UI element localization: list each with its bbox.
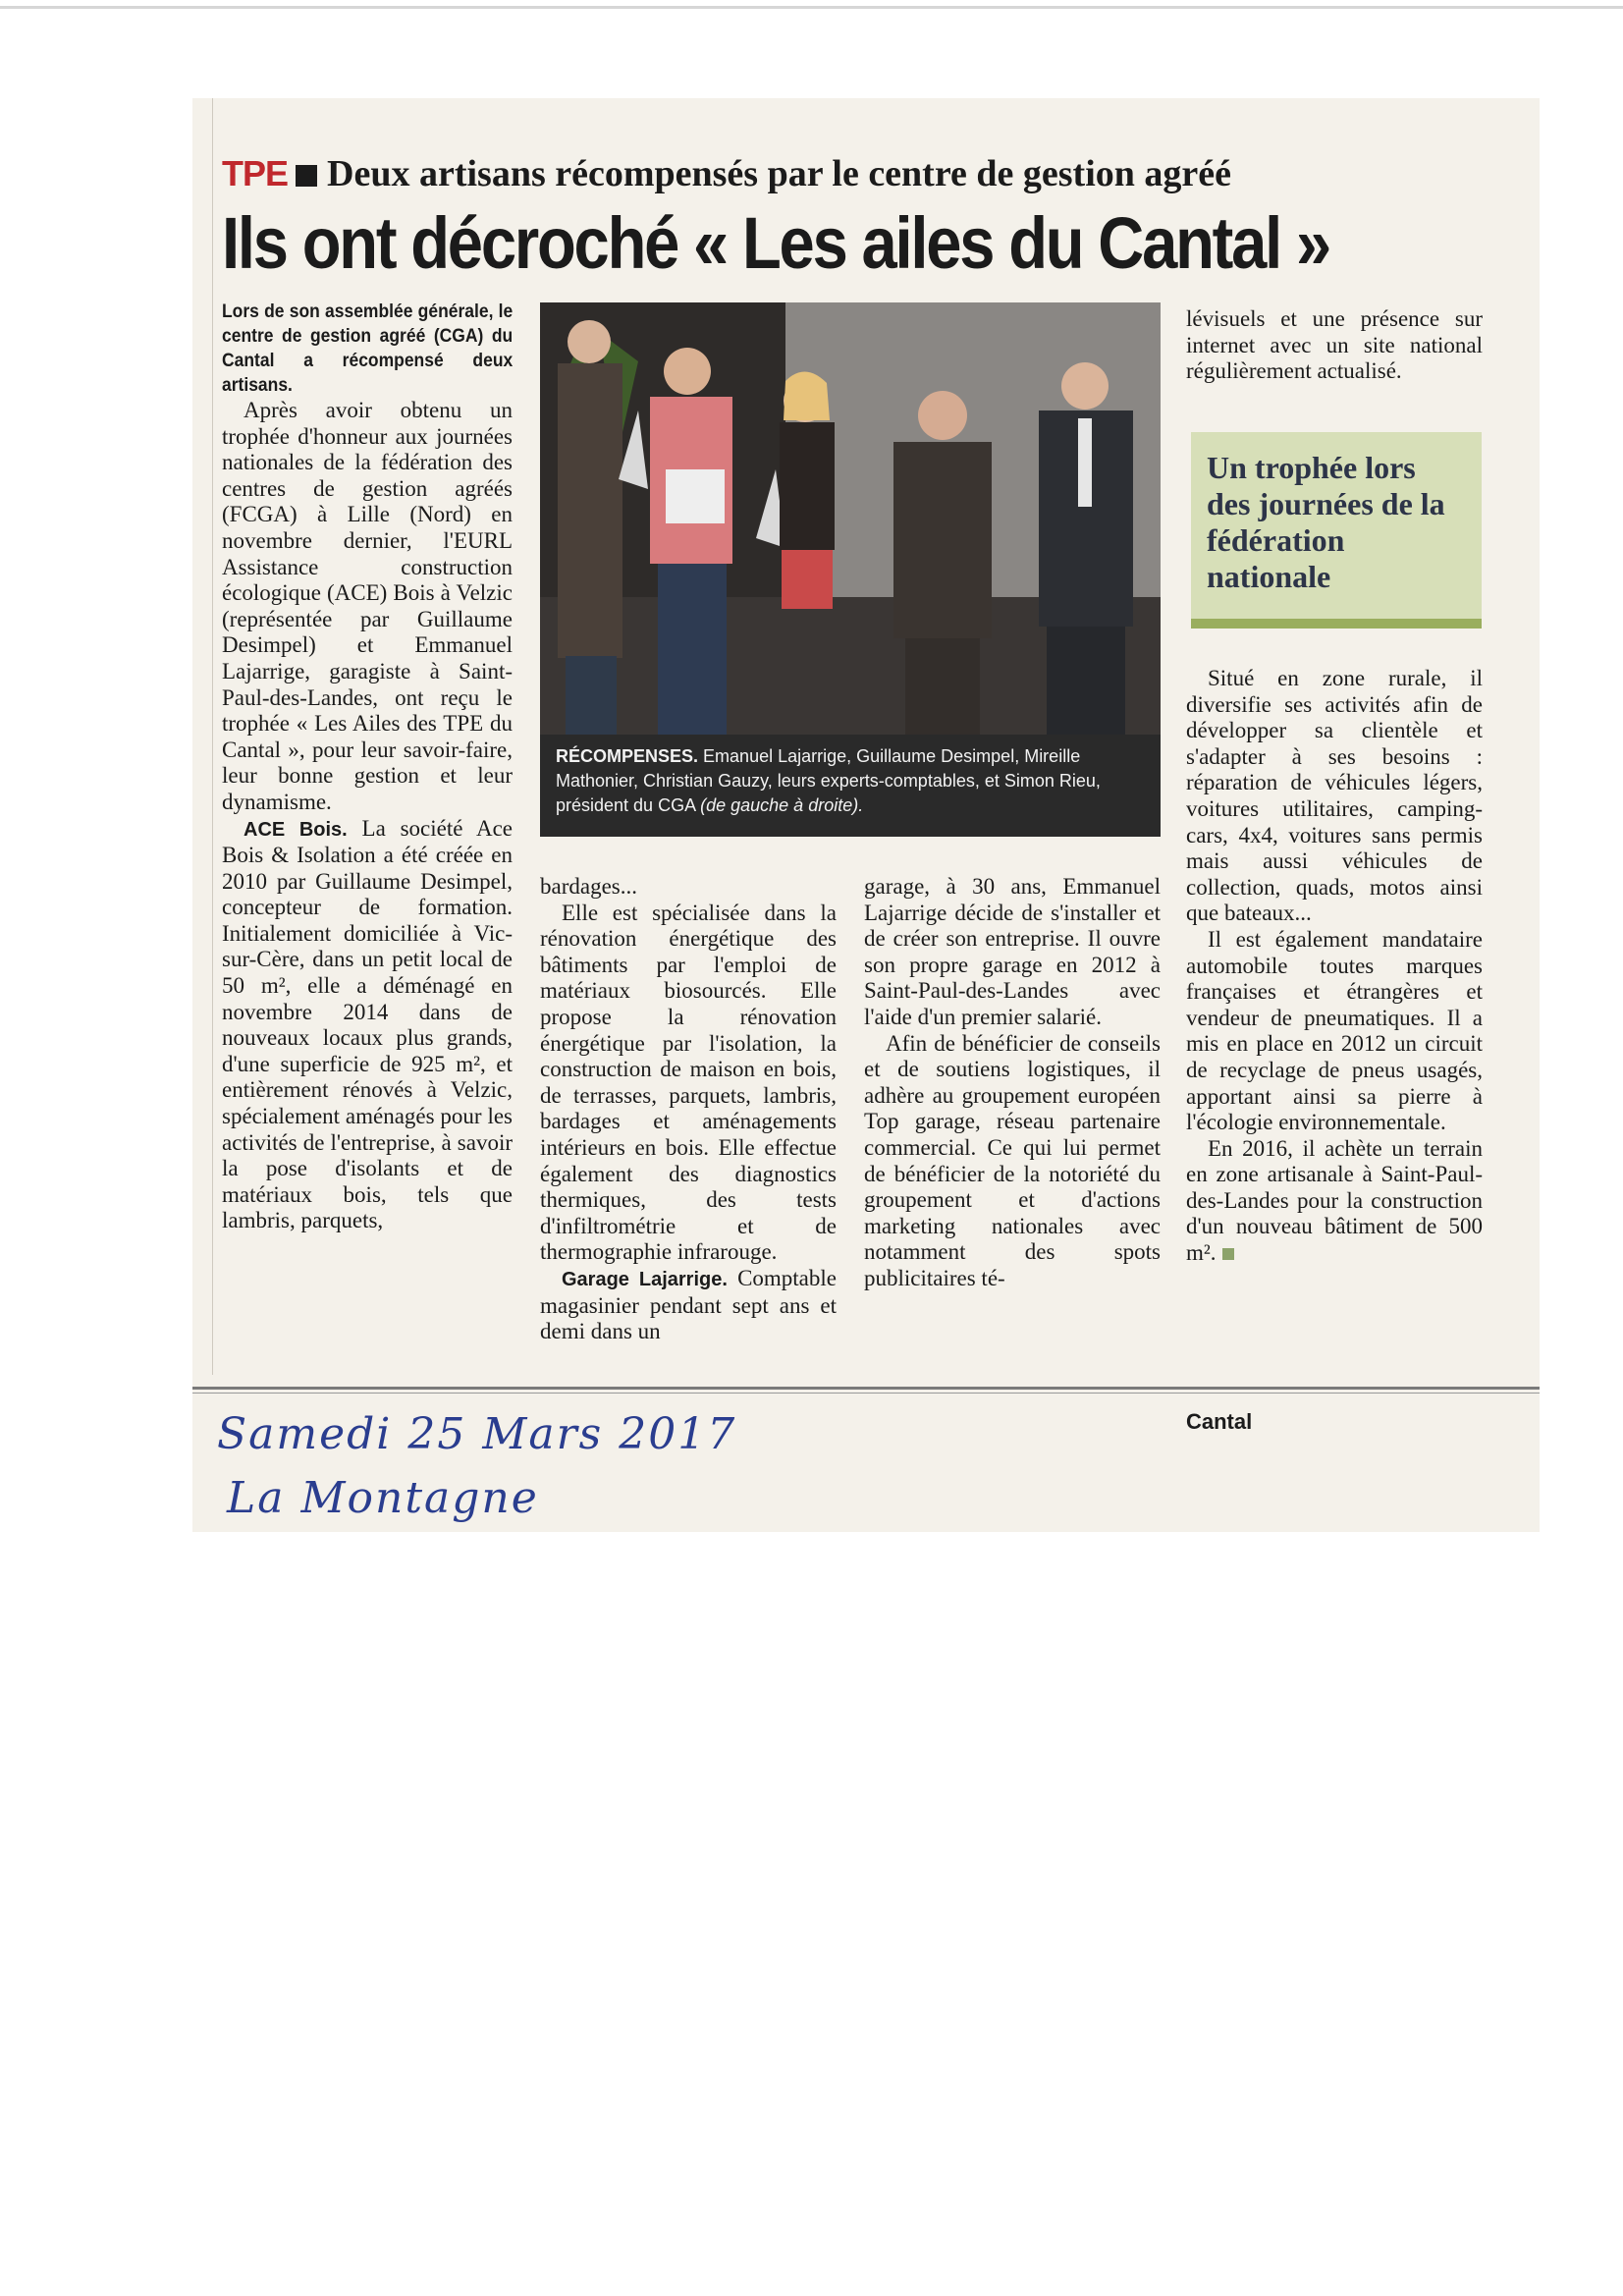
paragraph-text: La société Ace Bois & Isolation a été créée en 2010 par Guillaume Desimpel, concepteur de formation. Initialement domiciliée à Vic-sur-Cère, dans un petit local de 50 m², elle a déménagé en novembre 2014 dans de nouveaux locaux plus grands, d'une superficie de 925 m², et entièrement rénovés à Velzic, spécialement aménagés pour les activités de l'entreprise, à savoir la pose d'isolants et de matériaux bois, tels que lambris, parquets, xyxy=(222,815,513,1233)
column-4-top xyxy=(1186,306,1483,385)
paragraph-text: En 2016, il achète un terrain en zone artisanale à Saint-Paul-des-Landes pour la construction d'un nouveau bâtiment de 500 m². xyxy=(1186,1135,1483,1266)
kicker-text: Deux artisans récompensés par le centre de gestion agréé xyxy=(327,153,1231,194)
column-3 xyxy=(864,874,1161,1292)
headline: Ils ont décroché « Les ailes du Cantal » xyxy=(222,202,1329,284)
paragraph: Elle est spécialisée dans la rénovation énergétique des bâtiments par l'emploi de matériaux biosourcés. Elle propose la rénovation énergétique par l'isolation, la construction de maison en bois, de terrasses, parquets, lambris, bardages et aménagements intérieurs en bois. Elle effectue également des diagnostics thermiques, des tests d'infiltrométrie et de thermographie infrarouge. xyxy=(540,900,837,1265)
bottom-rule xyxy=(192,1387,1540,1390)
column-2 xyxy=(540,874,837,1345)
subheading: Garage Lajarrige. xyxy=(562,1268,728,1290)
paragraph: Après avoir obtenu un trophée d'honneur aux journées nationales de la fédération des centres de gestion agréés (FCGA) à Lille (Nord) en novembre dernier, l'EURL Assistance construction écologique (ACE) Bois à Velzic (représentée par Guillaume Desimpel) et Emmanuel Lajarrige, garagiste à Saint-Paul-des-Landes, ont reçu le trophée « Les Ailes des TPE du Cantal », pour leur savoir-faire, leur bonne gestion et leur dynamisme. xyxy=(222,398,513,814)
handwritten-date: Samedi 25 Mars 2017 xyxy=(217,1409,737,1459)
newspaper-clipping xyxy=(192,98,1540,1532)
inset-box xyxy=(1191,432,1482,629)
paragraph: Afin de bénéficier de conseils et de soutiens logistiques, il adhère au groupement européen Top garage, réseau partenaire commercial. Ce qui lui permet de bénéficier de la notoriété du groupement et d'actions marketing nationales avec notamment des spots publicitaires té- xyxy=(864,1030,1161,1290)
kicker xyxy=(222,152,1231,195)
lead-paragraph: Lors de son assemblée générale, le centre de gestion agréé (CGA) du Cantal a récompensé deux artisans. xyxy=(222,301,514,396)
column-rule xyxy=(212,98,213,1375)
paragraph xyxy=(222,816,513,1235)
column-4 xyxy=(1186,666,1483,1267)
paragraph: bardages... xyxy=(540,874,637,899)
caption-italic: (de gauche à droite). xyxy=(700,795,864,815)
award-photo xyxy=(540,302,1161,735)
photo-caption xyxy=(540,735,1161,837)
photo-illustration xyxy=(540,302,1161,735)
inset-title: Un trophée lors des journées de la fédération nationale xyxy=(1207,450,1445,594)
section-label: Cantal xyxy=(1186,1409,1253,1434)
scan-top-edge xyxy=(0,6,1623,9)
paragraph-text: Comptable magasinier pendant sept ans et demi dans un xyxy=(540,1265,837,1344)
paragraph: lévisuels et une présence sur internet avec un site national régulièrement actualisé. xyxy=(1186,306,1483,384)
paragraph: garage, à 30 ans, Emmanuel Lajarrige décide de s'installer et de créer son entreprise. Il ouvre son propre garage en 2012 à Saint-Paul-des-Landes avec l'aide d'un premier salarié. xyxy=(864,874,1161,1029)
caption-text: Emanuel Lajarrige, Guillaume Desimpel, Mireille Mathonier, Christian Gauzy, leurs experts-comptables, et Simon Rieu, président du CGA xyxy=(556,746,1101,815)
subheading: ACE Bois. xyxy=(243,818,348,841)
square-bullet-icon xyxy=(296,165,317,187)
paragraph: Situé en zone rurale, il diversifie ses activités afin de développer sa clientèle et s'adapter à ses besoins : réparation de véhicules légers, voitures utilitaires, camping-cars, 4x4, voitures sans permis mais aussi véhicules de collection, quads, motos ainsi que bateaux... xyxy=(1186,666,1483,926)
paragraph xyxy=(540,1266,837,1345)
bottom-rule-thin xyxy=(192,1393,1540,1394)
handwritten-source: La Montagne xyxy=(227,1473,539,1523)
caption-label: RÉCOMPENSES. xyxy=(556,746,699,766)
column-1 xyxy=(222,300,513,1234)
paragraph xyxy=(1186,1136,1483,1267)
paragraph: Il est également mandataire automobile toutes marques françaises et étrangères et vendeur de pneumatiques. Il a mis en place en 2012 un circuit de recyclage de pneus usagés, apportant ainsi sa pierre à l'écologie environnementale. xyxy=(1186,926,1483,1135)
kicker-tag: TPE xyxy=(222,153,289,193)
end-mark-icon xyxy=(1222,1248,1234,1260)
